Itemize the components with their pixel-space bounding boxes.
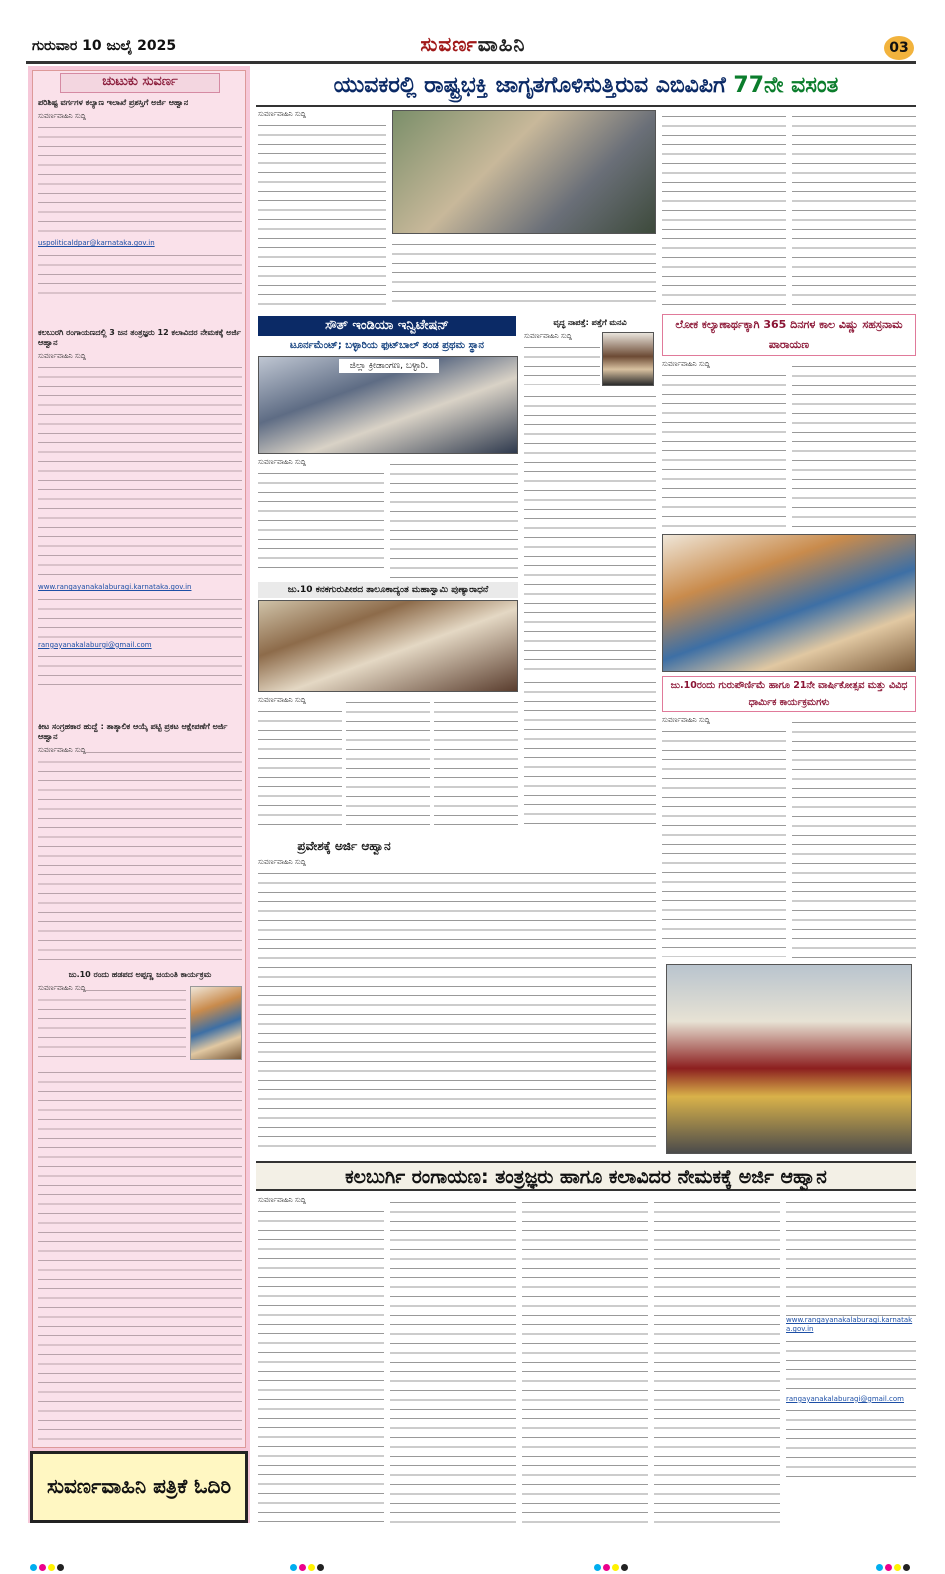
- missing-body-top: [524, 332, 600, 388]
- lead-body-col4: [792, 110, 916, 310]
- football-body-col2: [390, 458, 518, 578]
- print-registration-marks: [876, 1556, 912, 1574]
- guru-headline: ಜು.10ರಂದು ಗುರುಪೌರ್ಣಿಮೆ ಹಾಗೂ 21ನೇ ವಾರ್ಷಿಕೋತ್ಸವ ಮತ್ತು ವಿವಿಧ ಧಾರ್ಮಿಕ ಕಾರ್ಯಕ್ರಮಗಳು: [662, 676, 916, 712]
- email-link[interactable]: rangayanakalaburagi@gmail.com: [786, 1394, 905, 1403]
- south-india-kicker: ಸೌತ್ ಇಂಡಿಯಾ ಇನ್ವಿಟೇಷನ್: [258, 316, 516, 336]
- rangayana-body-col4: [654, 1196, 780, 1526]
- kanaka-body-col4: [524, 676, 656, 832]
- admission-headline: ಪ್ರವೇಶಕ್ಕೆ ಅರ್ಜಿ ಆಹ್ವಾನ: [297, 839, 391, 853]
- masthead-logo: ಸುವರ್ಣವಾಹಿನಿ: [420, 32, 526, 56]
- byline: ಸುವರ್ಣವಾಹಿನಿ ಸುದ್ದಿ: [38, 112, 87, 120]
- kanaka-body-col1: [258, 696, 342, 832]
- byline: ಸುವರ್ಣವಾಹಿನಿ ಸುದ್ದಿ: [38, 746, 87, 754]
- kanaka-body-col3: [434, 696, 518, 832]
- sidebar-story-body: [38, 746, 242, 966]
- kanaka-photo: [258, 600, 518, 692]
- guru-body-col2: [792, 716, 916, 960]
- byline: ಸುವರ್ಣವಾಹಿನಿ ಸುದ್ದಿ: [258, 696, 307, 704]
- byline: ಸುವರ್ಣವಾಹಿನಿ ಸುದ್ದಿ: [524, 332, 573, 340]
- sidebar-story-heading: ಜು.10 ರಂದು ಹಡಪದ ಅಪ್ಪಣ್ಣ ಜಯಂತಿ ಕಾರ್ಯಕ್ರಮ: [68, 970, 212, 979]
- admission-body: [258, 858, 656, 1154]
- sidebar-story-body: [38, 112, 242, 322]
- missing-headline: ವೃದ್ಧ ನಾಪತ್ತೆ: ಪತ್ತೆಗೆ ಮನವಿ: [553, 318, 627, 327]
- sidebar-story-body: [38, 984, 186, 1064]
- sidebar-story-body-cont: [38, 1066, 242, 1440]
- football-team-photo: [258, 356, 518, 454]
- lead-headline: ಯುವಕರಲ್ಲಿ ರಾಷ್ಟ್ರಭಕ್ತಿ ಜಾಗೃತಗೊಳಿಸುತ್ತಿರುವ ಎಬಿವಿಪಿಗೆ 77ನೇ ವಸಂತ: [333, 73, 839, 98]
- loka-body-col2: [792, 360, 916, 530]
- kanaka-headline: ಜು.10 ಕನಕಗುರುಪೀಠದ ತಾಲೂಕಾದ್ಯಂತ ಮಹಾಸ್ವಾಮಿ ಪುಣ್ಯಾರಾಧನೆ: [258, 582, 518, 598]
- website-link[interactable]: www.rangayanakalaburagi.karnataka.gov.in: [786, 1316, 913, 1334]
- kanaka-body-col2: [346, 696, 430, 832]
- print-registration-marks: [30, 1556, 66, 1574]
- lead-photo: [392, 110, 656, 234]
- sidebar-story-heading: ಕಲಬುರಗಿ ರಂಗಾಯಣದಲ್ಲಿ 3 ಜನ ತಂತ್ರಜ್ಞರು 12 ಕಲಾವಿದರ ನೇಮಕಕ್ಕೆ ಅರ್ಜಿ ಆಹ್ವಾನ: [38, 328, 241, 347]
- sidebar-story-body: [38, 352, 242, 716]
- loka-headline: ಲೋಕ ಕಲ್ಯಾಣಾರ್ಥಕ್ಕಾಗಿ 365 ದಿನಗಳ ಕಾಲ ವಿಷ್ಣು ಸಹಸ್ರನಾಮ ಪಾರಾಯಣ: [662, 314, 916, 356]
- issue-date: ಗುರುವಾರ 10 ಜುಲೈ 2025: [32, 38, 177, 54]
- rangayana-headline: ಕಲಬುರ್ಗಿ ರಂಗಾಯಣ: ತಂತ್ರಜ್ಞರು ಹಾಗೂ ಕಲಾವಿದರ ನೇಮಕಕ್ಕೆ ಅರ್ಜಿ ಆಹ್ವಾನ: [256, 1161, 916, 1191]
- event-invitation-image: [190, 986, 242, 1060]
- lead-body-col3: [662, 110, 786, 310]
- header-rule: [26, 61, 916, 64]
- loka-photo: [662, 534, 916, 672]
- sidebar-story-heading: ಕೀಟ ಸಂಗ್ರಹಕಾರ ಹುದ್ದೆ : ತಾತ್ಕಾಲಿಕ ಆಯ್ಕೆ ಪಟ್ಟಿ ಪ್ರಕಟ ಆಕ್ಷೇಪಣೆಗೆ ಅರ್ಜಿ ಆಹ್ವಾನ: [38, 722, 228, 741]
- sidebar-title: ಚುಟುಕು ಸುವರ್ಣ: [60, 73, 220, 93]
- byline: ಸುವರ್ಣವಾಹಿನಿ ಸುದ್ದಿ: [662, 360, 711, 368]
- email-link[interactable]: uspoliticaldpar@karnataka.gov.in: [38, 239, 155, 248]
- lead-body-col2: [392, 238, 656, 310]
- email-link[interactable]: rangayanakalaburgi@gmail.com: [38, 640, 152, 649]
- subscribe-ad: ಸುವರ್ಣವಾಹಿನಿ ಪತ್ರಿಕೆ ಓದಿರಿ: [30, 1451, 248, 1523]
- print-registration-marks: [594, 1556, 630, 1574]
- south-india-headline: ಟೂರ್ನಮೆಂಟ್; ಬಳ್ಳಾರಿಯ ಫುಟ್‌ಬಾಲ್ ತಂಡ ಪ್ರಥಮ ಸ್ಥಾನ: [290, 340, 484, 351]
- rangayana-body-col3: [522, 1196, 648, 1526]
- football-body-col1: [258, 458, 384, 578]
- byline: ಸುವರ್ಣವಾಹಿನಿ ಸುದ್ದಿ: [258, 1196, 307, 1204]
- missing-body: [524, 390, 656, 672]
- print-registration-marks: [290, 1556, 326, 1574]
- byline: ಸುವರ್ಣವಾಹಿನಿ ಸುದ್ದಿ: [38, 984, 87, 992]
- byline: ಸುವರ್ಣವಾಹಿನಿ ಸುದ್ದಿ: [258, 858, 307, 866]
- temple-deity-photo: [666, 964, 912, 1154]
- rangayana-body-col5: [786, 1196, 916, 1526]
- byline: ಸುವರ್ಣವಾಹಿನಿ ಸುದ್ದಿ: [258, 458, 307, 466]
- byline: ಸುವರ್ಣವಾಹಿನಿ ಸುದ್ದಿ: [38, 352, 87, 360]
- loka-body-col1: [662, 360, 786, 530]
- rangayana-body-col2: [390, 1196, 516, 1526]
- sidebar-story-heading: ಪರಿಶಿಷ್ಟ ವರ್ಗಗಳ ಕಲ್ಯಾಣ ಇಲಾಖೆ ಪ್ರಶಸ್ತಿಗೆ ಅರ್ಜಿ ಆಹ್ವಾನ: [38, 98, 189, 107]
- website-link[interactable]: www.rangayanakalaburagi.karnataka.gov.in: [38, 583, 192, 592]
- stadium-sign: ಜಿಲ್ಲಾ ಕ್ರೀಡಾಂಗಣ, ಬಳ್ಳಾರಿ.: [339, 359, 439, 373]
- rangayana-body-col1: [258, 1196, 384, 1526]
- byline: ಸುವರ್ಣವಾಹಿನಿ ಸುದ್ದಿ: [258, 110, 307, 118]
- byline: ಸುವರ್ಣವಾಹಿನಿ ಸುದ್ದಿ: [662, 716, 711, 724]
- lead-rule: [256, 105, 916, 107]
- lead-body-col1: [258, 110, 386, 310]
- guru-body-col1: [662, 716, 786, 960]
- page-number: 03: [884, 36, 914, 60]
- missing-person-photo: [602, 332, 654, 386]
